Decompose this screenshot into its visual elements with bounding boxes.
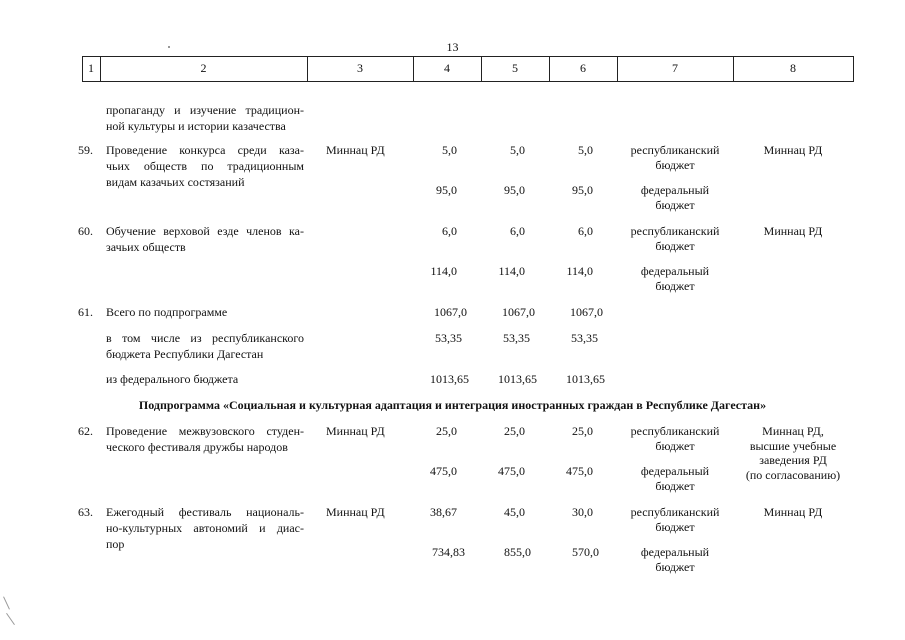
- description-line: чьих обществ по традиционным: [106, 159, 304, 173]
- description-line: Проведение конкурса среди каза-: [106, 143, 304, 157]
- value-col-4: 5,0: [442, 143, 457, 157]
- value-col-4: 25,0: [436, 424, 457, 438]
- row-number: 63.: [78, 505, 93, 519]
- value-col-5: 114,0: [498, 264, 525, 278]
- responsible: заведения РД: [759, 453, 827, 467]
- responsible: (по согласованию): [745, 468, 841, 482]
- header-col-8: 8: [790, 61, 796, 75]
- description-line: но-культурных автономий и диас-: [106, 521, 304, 535]
- value-col-6: 25,0: [572, 424, 593, 438]
- funding-source: бюджет: [655, 560, 695, 574]
- funding-source: бюджет: [655, 198, 695, 212]
- value-col-6: 1013,65: [566, 372, 605, 386]
- scan-mark: [6, 613, 15, 625]
- executor: Миннац РД: [326, 143, 385, 157]
- description-line: Проведение межвузовского студен-: [106, 424, 304, 438]
- funding-source: бюджет: [655, 239, 695, 253]
- funding-source: бюджет: [655, 279, 695, 293]
- value-col-4: 53,35: [435, 331, 462, 345]
- header-col-4: 4: [444, 61, 450, 75]
- header-col-7: 7: [672, 61, 678, 75]
- value-col-4: 114,0: [430, 264, 457, 278]
- value-col-6: 95,0: [572, 183, 593, 197]
- value-col-5: 1013,65: [498, 372, 537, 386]
- funding-source: республиканский: [630, 505, 720, 519]
- header-bottom-rule: [82, 81, 854, 82]
- funding-source: федеральный: [640, 183, 710, 197]
- header-col-5: 5: [512, 61, 518, 75]
- value-col-4: 1013,65: [430, 372, 469, 386]
- value-col-4: 475,0: [430, 464, 457, 478]
- value-col-6: 53,35: [571, 331, 598, 345]
- value-col-6: 570,0: [572, 545, 599, 559]
- value-col-4: 6,0: [442, 224, 457, 238]
- funding-source: бюджет: [655, 520, 695, 534]
- value-col-5: 5,0: [510, 143, 525, 157]
- description-line: из федерального бюджета: [106, 372, 239, 386]
- responsible: Миннац РД: [763, 505, 823, 519]
- scan-mark: [3, 596, 10, 609]
- value-col-5: 6,0: [510, 224, 525, 238]
- header-col-6: 6: [580, 61, 586, 75]
- value-col-6: 114,0: [566, 264, 593, 278]
- value-col-5: 45,0: [504, 505, 525, 519]
- description-line: пропаганду и изучение традицион-: [106, 103, 304, 117]
- description-line: ной культуры и истории казачества: [106, 119, 286, 133]
- value-col-5: 95,0: [504, 183, 525, 197]
- description-line: бюджета Республики Дагестан: [106, 347, 264, 361]
- value-col-6: 475,0: [566, 464, 593, 478]
- description-line: ческого фестиваля дружбы народов: [106, 440, 288, 454]
- page-number: 13: [446, 40, 459, 54]
- value-col-6: 30,0: [572, 505, 593, 519]
- value-col-5: 855,0: [504, 545, 531, 559]
- description-line: Обучение верховой езде членов ка-: [106, 224, 304, 238]
- header-top-rule: [82, 56, 854, 57]
- responsible: Миннац РД: [763, 143, 823, 157]
- description-line: пор: [106, 537, 125, 551]
- responsible: высшие учебные: [749, 439, 837, 453]
- value-col-5: 475,0: [498, 464, 525, 478]
- value-col-4: 1067,0: [434, 305, 467, 319]
- responsible: Миннац РД: [763, 224, 823, 238]
- executor: Миннац РД: [326, 505, 385, 519]
- executor: Миннац РД: [326, 424, 385, 438]
- value-col-6: 6,0: [578, 224, 593, 238]
- funding-source: республиканский: [630, 424, 720, 438]
- row-number: 59.: [78, 143, 93, 157]
- value-col-4: 95,0: [436, 183, 457, 197]
- funding-source: федеральный: [640, 264, 710, 278]
- value-col-5: 53,35: [503, 331, 530, 345]
- description-line: Всего по подпрограмме: [106, 305, 228, 319]
- value-col-5: 25,0: [504, 424, 525, 438]
- scan-speck: [168, 46, 170, 48]
- header-col-3: 3: [357, 61, 363, 75]
- description-line: видам казачьих состязаний: [106, 175, 245, 189]
- row-number: 62.: [78, 424, 93, 438]
- value-col-6: 5,0: [578, 143, 593, 157]
- funding-source: бюджет: [655, 158, 695, 172]
- funding-source: республиканский: [630, 224, 720, 238]
- row-number: 61.: [78, 305, 93, 319]
- funding-source: республиканский: [630, 143, 720, 157]
- value-col-4: 38,67: [430, 505, 457, 519]
- value-col-5: 1067,0: [502, 305, 535, 319]
- funding-source: федеральный: [640, 464, 710, 478]
- description-line: зачьих обществ: [106, 240, 186, 254]
- value-col-6: 1067,0: [570, 305, 603, 319]
- header-col-1: 1: [88, 61, 94, 75]
- description-line: в том числе из республиканского: [106, 331, 304, 345]
- row-number: 60.: [78, 224, 93, 238]
- header-divider: [853, 56, 854, 81]
- responsible: Миннац РД,: [762, 424, 824, 438]
- funding-source: бюджет: [655, 479, 695, 493]
- funding-source: бюджет: [655, 439, 695, 453]
- value-col-4: 734,83: [432, 545, 465, 559]
- funding-source: федеральный: [640, 545, 710, 559]
- description-line: Ежегодный фестиваль националь-: [106, 505, 304, 519]
- subprogram-heading: Подпрограмма «Социальная и культурная адаптация и интеграция иностранных граждан в Республике Дагестан»: [138, 398, 767, 412]
- header-col-2: 2: [200, 61, 207, 75]
